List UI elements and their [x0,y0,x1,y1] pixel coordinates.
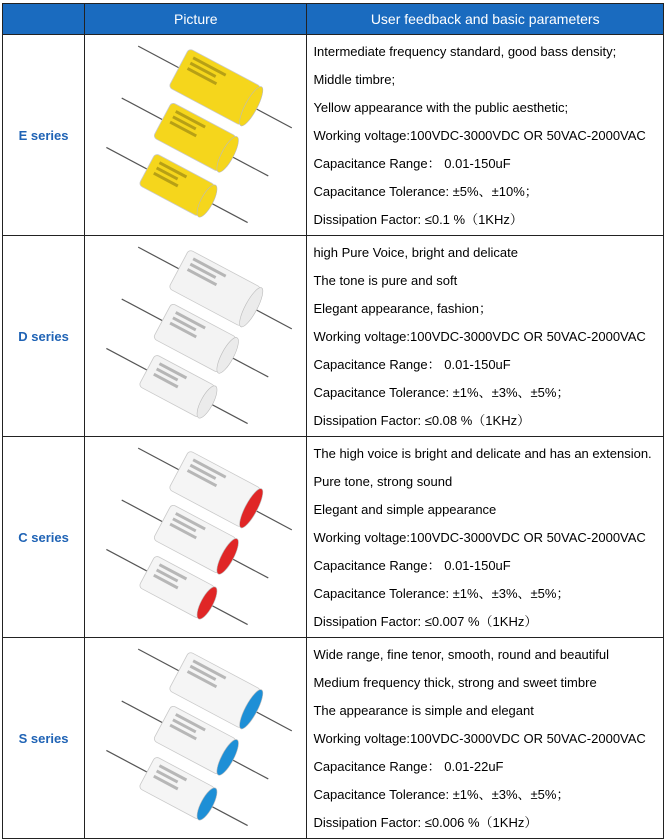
feedback-cell [307,638,664,839]
feedback-cell [307,35,664,236]
feedback-line: Capacitance Range： 0.01-150uF [313,156,511,171]
series-name: E series [3,35,85,236]
feedback-line: Dissipation Factor: ≤0.007 %（1KHz） [313,614,538,629]
capacitor-picture [85,236,307,437]
feedback-line: high Pure Voice, bright and delicate [313,245,518,260]
series-name: D series [3,236,85,437]
feedback-line: Medium frequency thick, strong and sweet timbre [313,675,597,690]
table-row [3,638,664,839]
feedback-line: Capacitance Tolerance: ±1%、±3%、±5%； [313,586,570,601]
feedback-line: Working voltage:100VDC-3000VDC OR 50VAC-2000VAC [313,128,646,143]
feedback-line: Pure tone, strong sound [313,474,453,489]
feedback-line: Dissipation Factor: ≤0.08 %（1KHz） [313,413,531,428]
feedback-line: Capacitance Range： 0.01-22uF [313,759,504,774]
series-name: C series [3,437,85,638]
feedback-line: Capacitance Range： 0.01-150uF [313,558,511,573]
feedback-line: The tone is pure and soft [313,273,458,288]
table-header-row [3,4,664,35]
feedback-line: Wide range, fine tenor, smooth, round and beautiful [313,647,610,662]
feedback-line: Capacitance Range： 0.01-150uF [313,357,511,372]
feedback-line: Working voltage:100VDC-3000VDC OR 50VAC-2000VAC [313,731,646,746]
feedback-line: The appearance is simple and elegant [313,703,534,718]
capacitor-picture [85,638,307,839]
feedback-line: Working voltage:100VDC-3000VDC OR 50VAC-2000VAC [313,329,646,344]
spec-table [2,3,664,839]
feedback-line: Middle timbre; [313,72,396,87]
header-picture: Picture [85,4,307,35]
table-row [3,236,664,437]
table-row [3,437,664,638]
capacitor-picture [85,35,307,236]
feedback-line: Capacitance Tolerance: ±1%、±3%、±5%； [313,787,570,802]
feedback-line: Dissipation Factor: ≤0.1 %（1KHz） [313,212,523,227]
feedback-line: The high voice is bright and delicate and has an extension. [313,446,652,461]
header-series-cell [3,4,85,35]
feedback-line: Dissipation Factor: ≤0.006 %（1KHz） [313,815,538,830]
feedback-cell [307,236,664,437]
header-feedback: User feedback and basic parameters [307,4,664,35]
capacitor-picture [85,437,307,638]
feedback-line: Elegant and simple appearance [313,502,497,517]
feedback-cell [307,437,664,638]
feedback-line: Working voltage:100VDC-3000VDC OR 50VAC-2000VAC [313,530,646,545]
feedback-line: Capacitance Tolerance: ±1%、±3%、±5%； [313,385,570,400]
feedback-line: Capacitance Tolerance: ±5%、±10%； [313,184,538,199]
feedback-line: Yellow appearance with the public aesthetic; [313,100,569,115]
table-row [3,35,664,236]
feedback-line: Elegant appearance, fashion； [313,301,492,316]
series-name: S series [3,638,85,839]
feedback-line: Intermediate frequency standard, good bass density; [313,44,617,59]
